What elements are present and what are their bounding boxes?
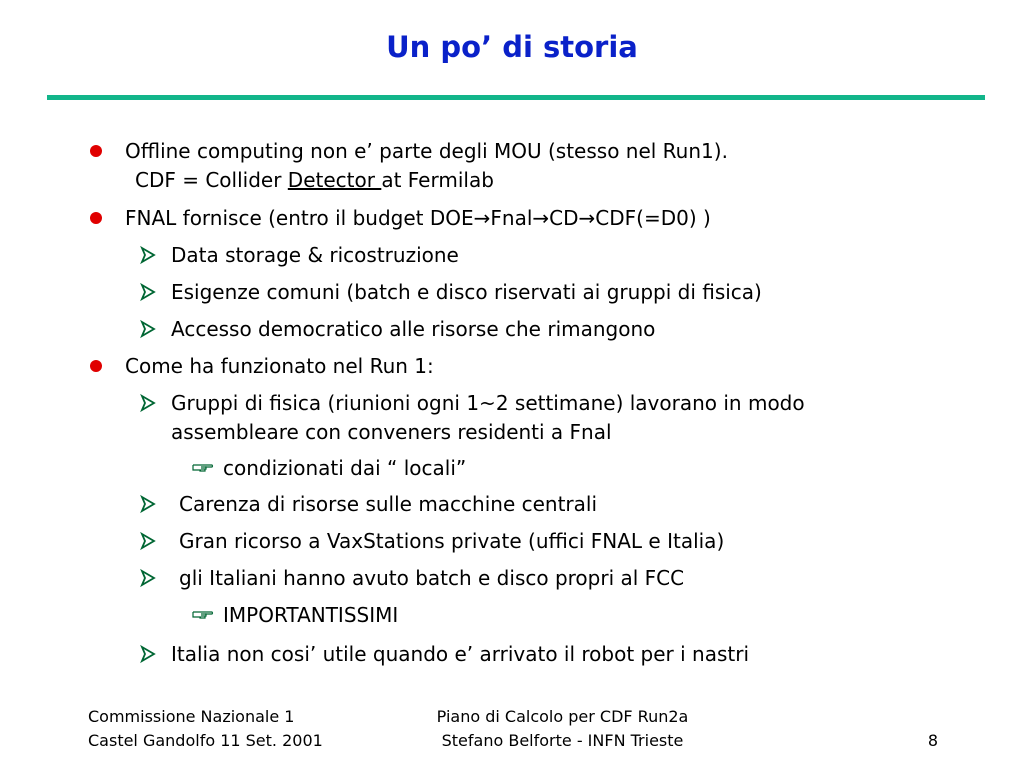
bullet-3-sub-1-line-2: assembleare con conveners residenti a Fnal xyxy=(171,420,612,444)
title-divider xyxy=(47,95,985,100)
bullet-3-sub-1-line-1: Gruppi di fisica (riunioni ogni 1~2 settimane) lavorano in modo xyxy=(171,391,805,415)
bullet-2-line xyxy=(125,205,711,231)
pointing-hand-icon xyxy=(192,606,214,622)
footer-left-line-1: Commissione Nazionale 1 xyxy=(88,707,295,726)
bullet-1-prefix: CDF = Collider xyxy=(135,168,288,192)
bullet-3-sub-5: Italia non cosi’ utile quando e’ arrivato il robot per i nastri xyxy=(171,642,750,666)
arrowhead-bullet-icon xyxy=(140,319,156,339)
arrow-right-icon: → xyxy=(473,206,491,230)
bullet-2-part-4: CDF(=D0) ) xyxy=(595,206,711,230)
bullet-3-sub-3: Gran ricorso a VaxStations private (uffici FNAL e Italia) xyxy=(179,529,725,553)
bullet-3-line: Come ha funzionato nel Run 1: xyxy=(125,354,434,378)
arrowhead-bullet-icon xyxy=(140,531,156,551)
bullet-2-sub-3: Accesso democratico alle risorse che rimangono xyxy=(171,317,656,341)
arrow-right-icon: → xyxy=(532,206,550,230)
bullet-1-suffix: at Fermilab xyxy=(381,168,494,192)
bullet-3-sub-4: gli Italiani hanno avuto batch e disco propri al FCC xyxy=(179,566,685,590)
arrowhead-bullet-icon xyxy=(140,282,156,302)
bullet-1-line-2 xyxy=(135,167,494,193)
bullet-2-part-2: Fnal xyxy=(490,206,533,230)
footer-left-line-2: Castel Gandolfo 11 Set. 2001 xyxy=(88,731,323,750)
bullet-2-part-3: CD xyxy=(549,206,579,230)
bullet-1-line-1: Offline computing non e’ parte degli MOU (stesso nel Run1). xyxy=(125,139,728,163)
bullet-2-part-1: FNAL fornisce (entro il budget DOE xyxy=(125,206,474,230)
pointing-hand-icon xyxy=(192,459,214,475)
arrowhead-bullet-icon xyxy=(140,245,156,265)
bullet-dot-icon xyxy=(90,360,102,372)
footer-center-line-2: Stefano Belforte - INFN Trieste xyxy=(441,731,684,750)
bullet-3-sub-1-note: condizionati dai “ locali” xyxy=(223,456,467,480)
bullet-dot-icon xyxy=(90,212,102,224)
bullet-dot-icon xyxy=(90,145,102,157)
arrowhead-bullet-icon xyxy=(140,393,156,413)
footer-center-line-1: Piano di Calcolo per CDF Run2a xyxy=(436,707,689,726)
bullet-2-sub-2: Esigenze comuni (batch e disco riservati ai gruppi di fisica) xyxy=(171,280,762,304)
slide-title: Un po’ di storia xyxy=(386,30,638,64)
bullet-1-underlined: Detector xyxy=(287,168,382,192)
bullet-3-sub-4-note: IMPORTANTISSIMI xyxy=(223,603,399,627)
bullet-2-sub-1: Data storage & ricostruzione xyxy=(171,243,459,267)
arrow-right-icon: → xyxy=(578,206,596,230)
arrowhead-bullet-icon xyxy=(140,568,156,588)
bullet-3-sub-2: Carenza di risorse sulle macchine centrali xyxy=(179,492,598,516)
page-number: 8 xyxy=(927,731,938,750)
arrowhead-bullet-icon xyxy=(140,644,156,664)
arrowhead-bullet-icon xyxy=(140,494,156,514)
